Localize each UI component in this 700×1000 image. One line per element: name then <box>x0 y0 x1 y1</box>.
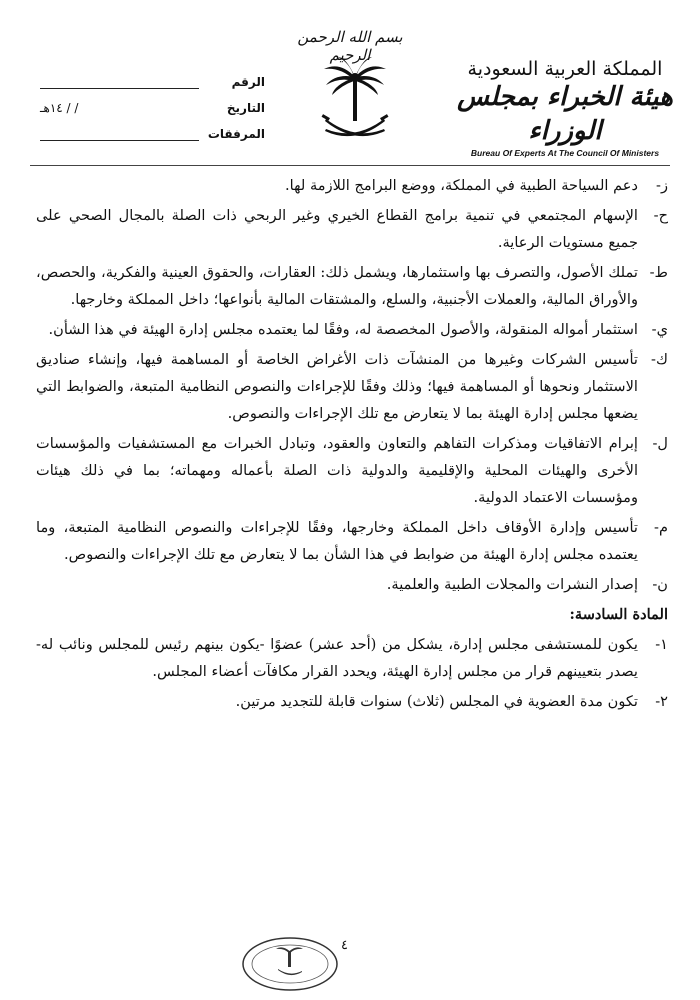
list-item <box>36 430 668 511</box>
page-number: ٤ <box>341 938 348 953</box>
article-heading: المادة السادسة: <box>569 606 668 623</box>
issuer-block <box>450 58 680 158</box>
reference-block <box>40 70 265 148</box>
item-text: يكون للمستشفى مجلس إدارة، يشكل من (أحد عشر) عضوًا -يكون بينهم رئيس للمجلس ونائب له- يصدر بتعيينهم قرار من مجلس إدارة الهيئة، ويحدد القرار مكافآت أعضاء المجلس. <box>36 636 638 680</box>
item-marker: ح- <box>653 207 668 224</box>
reference-row <box>40 70 265 89</box>
list-item <box>36 571 668 598</box>
item-text: دعم السياحة الطبية في المملكة، ووضع البرامج اللازمة لها. <box>285 177 638 194</box>
header-divider <box>30 165 670 166</box>
reference-label: الرقم <box>231 75 265 89</box>
official-stamp-icon <box>240 935 340 993</box>
item-marker: ن- <box>652 576 668 593</box>
item-marker: ي- <box>651 321 668 338</box>
document-body <box>36 172 668 718</box>
kingdom-name: المملكة العربية السعودية <box>467 58 663 80</box>
item-text: إصدار النشرات والمجلات الطبية والعلمية. <box>386 576 638 593</box>
list-item <box>36 631 668 685</box>
attachments-label: المرفقات <box>207 127 265 141</box>
item-marker: ل- <box>652 435 668 452</box>
date-value: / / ١٤هـ <box>40 101 79 115</box>
item-text: استثمار أمواله المنقولة، والأصول المخصصة له، وفقًا لما يعتمده مجلس إدارة الهيئة في هذا الشأن. <box>48 321 638 338</box>
item-text: تكون مدة العضوية في المجلس (ثلاث) سنوات قابلة للتجديد مرتين. <box>235 693 638 710</box>
list-item <box>36 316 668 343</box>
list-item <box>36 514 668 568</box>
item-marker: ز- <box>656 177 668 194</box>
item-marker: ك- <box>651 351 668 368</box>
date-label: التاريخ <box>226 101 265 115</box>
item-text: الإسهام المجتمعي في تنمية برامج القطاع الخيري وغير الربحي ذات الصلة بالمجال الصحي على جميع مستويات الرعاية. <box>36 207 638 251</box>
bureau-name-arabic: هيئة الخبراء بمجلس الوزراء <box>457 82 673 146</box>
item-text: تأسيس الشركات وغيرها من المنشآت ذات الأغراض الخاصة أو المساهمة فيها، وإنشاء صناديق الاستثمار ونحوها أو المساهمة فيها؛ وذلك وفقًا للإجراءات والنصوص النظامية المتبعة، والضوابط التي يضعها مجلس إدارة الهيئة بما لا يتعارض مع تلك الإجراءات والنصوص. <box>36 351 638 422</box>
item-marker: ١- <box>655 636 668 653</box>
bureau-name-english: Bureau Of Experts At The Council Of Ministers <box>470 148 660 158</box>
attachments-line <box>40 128 199 141</box>
list-item <box>36 259 668 313</box>
list-item <box>36 346 668 427</box>
attachments-row <box>40 122 265 141</box>
item-text: إبرام الاتفاقيات ومذكرات التفاهم والتعاون والعقود، وتبادل الخبرات مع المستشفيات والمؤسسات الأخرى والهيئات المحلية والإقليمية والدولية ذات الصلة بأعماله ومهماته؛ بما في ذلك هيئات ومؤسسات الاعتماد الدولية. <box>36 435 638 506</box>
item-text: تأسيس وإدارة الأوقاف داخل المملكة وخارجها، وفقًا للإجراءات والنصوص النظامية المتبعة، وما يعتمده مجلس إدارة الهيئة من ضوابط في هذا الشأن بما لا يتعارض مع تلك الإجراءات والنصوص. <box>36 519 638 563</box>
basmala: بسم الله الرحمن الرحيم <box>297 28 403 64</box>
item-text: تملك الأصول، والتصرف بها واستثمارها، ويشمل ذلك: العقارات، والحقوق العينية والفكرية، والحصص، والأوراق المالية، والعملات الأجنبية، والسلع، والمشتقات المالية بأنواعها؛ داخل المملكة وخارجها. <box>36 264 638 308</box>
item-marker: ٢- <box>655 693 668 710</box>
item-marker: م- <box>654 519 668 536</box>
reference-line <box>40 76 199 89</box>
list-item <box>36 688 668 715</box>
list-item <box>36 172 668 199</box>
item-marker: ط- <box>649 264 668 281</box>
palm-swords-emblem-icon <box>320 55 390 147</box>
list-item <box>36 202 668 256</box>
date-row <box>40 96 265 115</box>
